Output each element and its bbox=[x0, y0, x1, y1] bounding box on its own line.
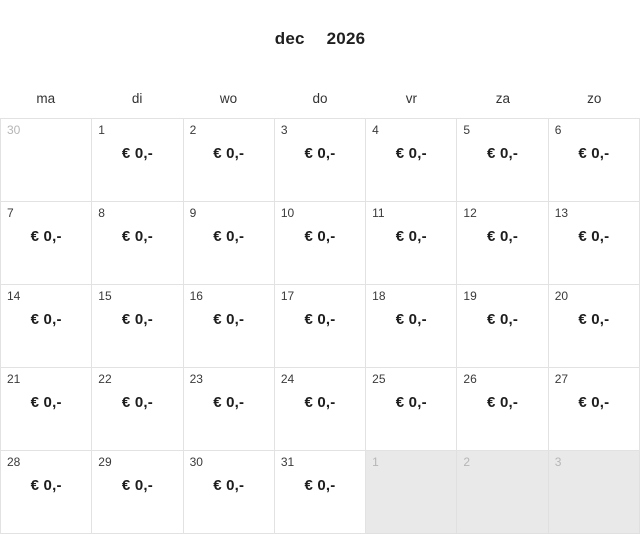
calendar-day-cell[interactable] bbox=[549, 285, 640, 368]
day-amount: € 0,- bbox=[304, 394, 336, 411]
calendar-day-cell[interactable] bbox=[1, 285, 92, 368]
day-number: 16 bbox=[189, 289, 203, 303]
calendar-day-cell[interactable] bbox=[92, 202, 183, 285]
day-number: 1 bbox=[372, 455, 379, 469]
day-amount: € 0,- bbox=[304, 228, 336, 245]
calendar-day-cell[interactable] bbox=[457, 285, 548, 368]
calendar-day-cell[interactable] bbox=[275, 119, 366, 202]
day-amount: € 0,- bbox=[213, 145, 245, 162]
calendar-day-cell[interactable] bbox=[366, 285, 457, 368]
weekday-header-row bbox=[0, 78, 640, 118]
calendar-day-cell bbox=[1, 119, 92, 202]
day-number: 22 bbox=[98, 372, 112, 386]
day-number: 4 bbox=[372, 123, 379, 137]
calendar-day-cell[interactable] bbox=[92, 451, 183, 534]
calendar-day-cell bbox=[366, 451, 457, 534]
day-number: 7 bbox=[7, 206, 14, 220]
calendar-day-cell[interactable] bbox=[92, 368, 183, 451]
day-amount: € 0,- bbox=[395, 394, 427, 411]
day-amount: € 0,- bbox=[304, 311, 336, 328]
calendar-year-label: 2026 bbox=[326, 29, 366, 48]
calendar-day-cell[interactable] bbox=[184, 119, 275, 202]
day-number: 28 bbox=[7, 455, 21, 469]
day-amount: € 0,- bbox=[30, 477, 62, 494]
calendar-day-cell bbox=[549, 451, 640, 534]
calendar-title bbox=[275, 29, 366, 49]
day-amount: € 0,- bbox=[30, 228, 62, 245]
calendar-day-cell[interactable] bbox=[275, 451, 366, 534]
day-amount: € 0,- bbox=[578, 228, 610, 245]
calendar-day-cell[interactable] bbox=[92, 119, 183, 202]
calendar-day-cell[interactable] bbox=[184, 368, 275, 451]
day-number: 27 bbox=[554, 372, 569, 386]
calendar-month-label: dec bbox=[274, 29, 305, 48]
calendar-day-cell[interactable] bbox=[549, 119, 640, 202]
day-amount: € 0,- bbox=[121, 477, 153, 494]
day-number: 14 bbox=[7, 289, 21, 303]
day-amount: € 0,- bbox=[213, 394, 245, 411]
day-number: 3 bbox=[554, 455, 562, 469]
day-number: 30 bbox=[189, 455, 203, 469]
day-number: 6 bbox=[554, 123, 562, 137]
calendar-day-cell bbox=[457, 451, 548, 534]
day-amount: € 0,- bbox=[487, 394, 519, 411]
day-amount: € 0,- bbox=[487, 145, 519, 162]
day-number: 11 bbox=[372, 206, 385, 220]
calendar-day-cell[interactable] bbox=[549, 368, 640, 451]
day-amount: € 0,- bbox=[121, 311, 153, 328]
day-number: 29 bbox=[98, 455, 112, 469]
calendar-grid bbox=[0, 118, 640, 534]
calendar-day-cell[interactable] bbox=[184, 285, 275, 368]
calendar-day-cell[interactable] bbox=[457, 119, 548, 202]
weekday-do: do bbox=[312, 90, 328, 106]
day-number: 18 bbox=[372, 289, 386, 303]
day-amount: € 0,- bbox=[121, 145, 153, 162]
day-number: 31 bbox=[280, 455, 295, 469]
day-number: 17 bbox=[280, 289, 295, 303]
calendar-day-cell[interactable] bbox=[457, 202, 548, 285]
day-amount: € 0,- bbox=[578, 394, 610, 411]
day-number: 1 bbox=[98, 123, 105, 137]
weekday-wo: wo bbox=[219, 90, 238, 106]
day-number: 24 bbox=[280, 372, 295, 386]
weekday-za: za bbox=[495, 90, 510, 106]
weekday-ma: ma bbox=[36, 90, 56, 106]
day-amount: € 0,- bbox=[213, 311, 245, 328]
day-amount: € 0,- bbox=[304, 477, 336, 494]
calendar-day-cell[interactable] bbox=[275, 368, 366, 451]
day-amount: € 0,- bbox=[578, 145, 610, 162]
calendar-day-cell[interactable] bbox=[366, 119, 457, 202]
day-number: 9 bbox=[189, 206, 197, 220]
day-amount: € 0,- bbox=[487, 311, 519, 328]
day-number: 15 bbox=[98, 289, 112, 303]
calendar-day-cell[interactable] bbox=[184, 202, 275, 285]
day-number: 30 bbox=[7, 123, 21, 137]
calendar-day-cell[interactable] bbox=[549, 202, 640, 285]
calendar-header bbox=[0, 0, 640, 78]
day-number: 2 bbox=[463, 455, 471, 469]
calendar-day-cell[interactable] bbox=[1, 202, 92, 285]
calendar-day-cell[interactable] bbox=[275, 285, 366, 368]
calendar-day-cell[interactable] bbox=[184, 451, 275, 534]
weekday-zo: zo bbox=[587, 90, 602, 106]
day-amount: € 0,- bbox=[121, 228, 153, 245]
calendar-day-cell[interactable] bbox=[366, 368, 457, 451]
day-number: 12 bbox=[463, 206, 477, 220]
day-number: 5 bbox=[463, 123, 471, 137]
day-number: 21 bbox=[7, 372, 21, 386]
day-number: 23 bbox=[189, 372, 203, 386]
day-number: 20 bbox=[554, 289, 569, 303]
day-amount: € 0,- bbox=[30, 394, 62, 411]
calendar-day-cell[interactable] bbox=[366, 202, 457, 285]
day-amount: € 0,- bbox=[213, 477, 245, 494]
calendar-day-cell[interactable] bbox=[1, 368, 92, 451]
day-amount: € 0,- bbox=[578, 311, 610, 328]
day-amount: € 0,- bbox=[395, 311, 427, 328]
day-amount: € 0,- bbox=[487, 228, 519, 245]
day-amount: € 0,- bbox=[213, 228, 245, 245]
calendar-day-cell[interactable] bbox=[92, 285, 183, 368]
day-amount: € 0,- bbox=[395, 228, 427, 245]
day-number: 10 bbox=[280, 206, 295, 220]
day-number: 19 bbox=[463, 289, 477, 303]
day-amount: € 0,- bbox=[30, 311, 62, 328]
calendar-day-cell[interactable] bbox=[1, 451, 92, 534]
day-amount: € 0,- bbox=[304, 145, 336, 162]
weekday-di: di bbox=[131, 90, 143, 106]
day-amount: € 0,- bbox=[395, 145, 427, 162]
weekday-vr: vr bbox=[405, 90, 418, 106]
calendar-day-cell[interactable] bbox=[275, 202, 366, 285]
day-amount: € 0,- bbox=[121, 394, 153, 411]
day-number: 8 bbox=[98, 206, 105, 220]
day-number: 2 bbox=[189, 123, 197, 137]
calendar-day-cell[interactable] bbox=[457, 368, 548, 451]
day-number: 25 bbox=[372, 372, 386, 386]
day-number: 3 bbox=[280, 123, 288, 137]
day-number: 13 bbox=[554, 206, 569, 220]
day-number: 26 bbox=[463, 372, 477, 386]
